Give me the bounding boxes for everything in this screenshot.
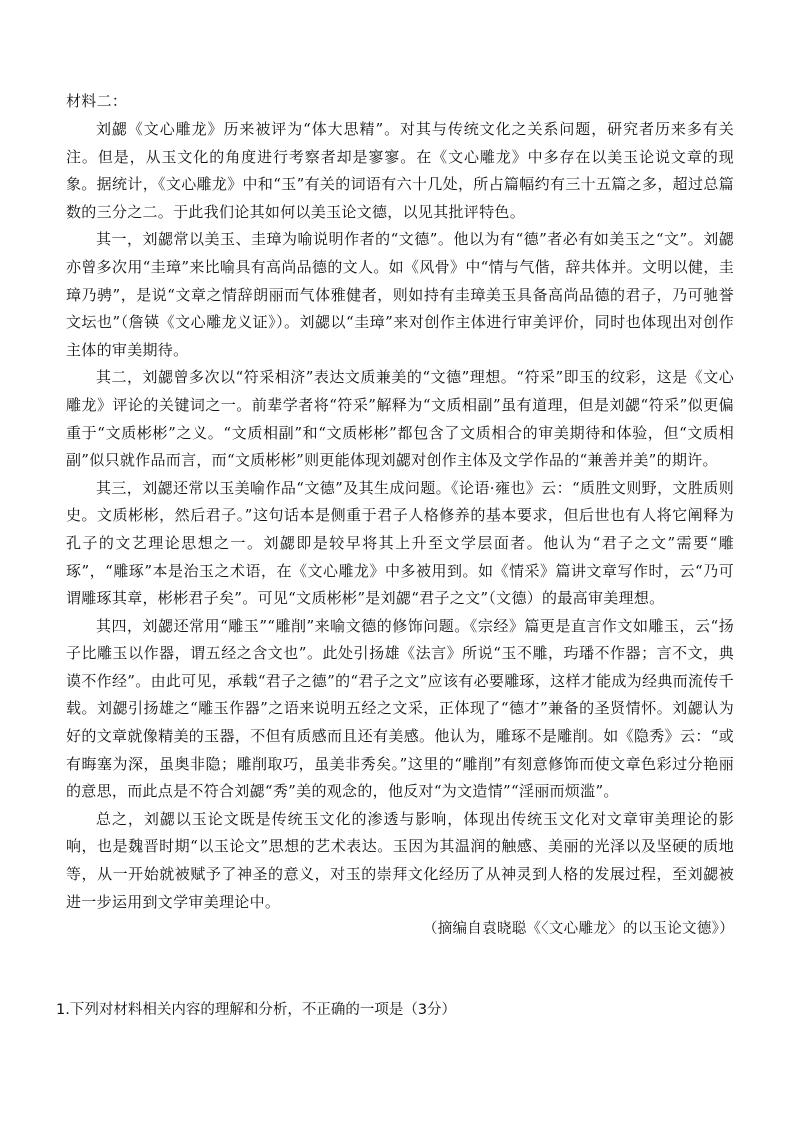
paragraph-point-4: 其四，刘勰还常用“雕玉”“雕削”来喻文德的修饰问题。《宗经》篇更是直言作文如雕玉，云“扬子比雕玉以作器，谓五经之含文也”。此处引扬雄《法言》所说“玉不雕，玙璠不作器；言不文，典谟不作经”。由此可见，承载“君子之德”的“君子之文”应该有必要雕琢，这样才能成为经典而流传千载。刘勰引扬雄之“雕玉作器”之语来说明五经之文采，正体现了“德才”兼备的圣贤情怀。刘勰认为好的文章就像精美的玉器，不但有质感而且还有美感。他认为，雕琢不是雕削。如《隐秀》云：“或有晦塞为深，虽奥非隐；雕削取巧，虽美非秀矣。”这里的“雕削”有刻意修饰而使文章色彩过分艳丽的意思，而此点是不符合刘勰“秀”美的观念的，他反对“为文造情”“淫丽而烦滥”。 xyxy=(66,616,734,801)
reading-passage xyxy=(66,88,734,943)
paragraph-intro: 刘勰《文心雕龙》历来被评为“体大思精”。对其与传统文化之关系问题，研究者历来多有关注。但是，从玉文化的角度进行考察者却是寥寥。在《文心雕龙》中多存在以美玉论说文章的现象。据统计，《文心雕龙》中和“玉”有关的词语有六十几处，所占篇幅约有三十五篇之多，超过总篇数的三分之二。于此我们论其如何以美玉论文德，以见其批评特色。 xyxy=(66,120,734,221)
paragraph-conclusion: 总之，刘勰以玉论文既是传统玉文化的渗透与影响，体现出传统玉文化对文章审美理论的影响，也是魏晋时期“以玉论文”思想的艺术表达。玉因为其温润的触感、美丽的光泽以及坚硬的质地等，从一开始就被赋予了神圣的意义，对玉的崇拜文化经历了从神灵到人格的发展过程，至刘勰被进一步运用到文学审美理论中。 xyxy=(66,809,734,911)
paragraph-point-2: 其二，刘勰曾多次以“符采相济”表达文质兼美的“文德”理想。“符采”即玉的纹彩，这是《文心雕龙》评论的关键词之一。前辈学者将“符采”解释为“文质相副”虽有道理，但是刘勰“符采”似更偏重于“文质彬彬”之义。“文质相副”和“文质彬彬”都包含了文质相合的审美期待和体验，但“文质相副”似只就作品而言，而“文质彬彬”则更能体现刘勰对创作主体及文学作品的“兼善并美”的期许。 xyxy=(66,368,734,470)
question-1: 1.下列对材料相关内容的理解和分析，不正确的一项是（3分） xyxy=(56,1002,457,1018)
paragraph-point-3: 其三，刘勰还常以玉美喻作品“文德”及其生成问题。《论语·雍也》云：“质胜文则野，文胜质则史。文质彬彬，然后君子。”这句话本是侧重于君子人格修养的基本要求，但后世也有人将它阐释为孔子的文艺理论思想之一。刘勰即是较早将其上升至文学层面者。他认为“君子之文”需要“雕琢”，“雕琢”本是治玉之术语，在《文心雕龙》中多被用到。如《情采》篇讲文章写作时，云“乃可谓雕琢其章，彬彬君子矣”。可见“文质彬彬”是刘勰“君子之文”（文德）的最高审美理想。 xyxy=(66,478,734,608)
source-citation: （摘编自袁晓聪《〈文心雕龙〉的以玉论文德》） xyxy=(422,921,734,938)
section-heading: 材料二： xyxy=(66,92,128,110)
paragraph-point-1: 其一，刘勰常以美玉、圭璋为喻说明作者的“文德”。他以为有“德”者必有如美玉之“文”。刘勰亦曾多次用“圭璋”来比喻具有高尚品德的文人。如《风骨》中“情与气偕，辞共体并。文明以健，圭璋乃骋”，是说“文章之情辞朗丽而气体雅健者，则如持有圭璋美玉具备高尚品德的君子，乃可驰誉文坛也”（詹锳《文心雕龙义证》）。刘勰以“圭璋”来对创作主体进行审美评价，同时也体现出对创作主体的审美期待。 xyxy=(66,230,734,359)
